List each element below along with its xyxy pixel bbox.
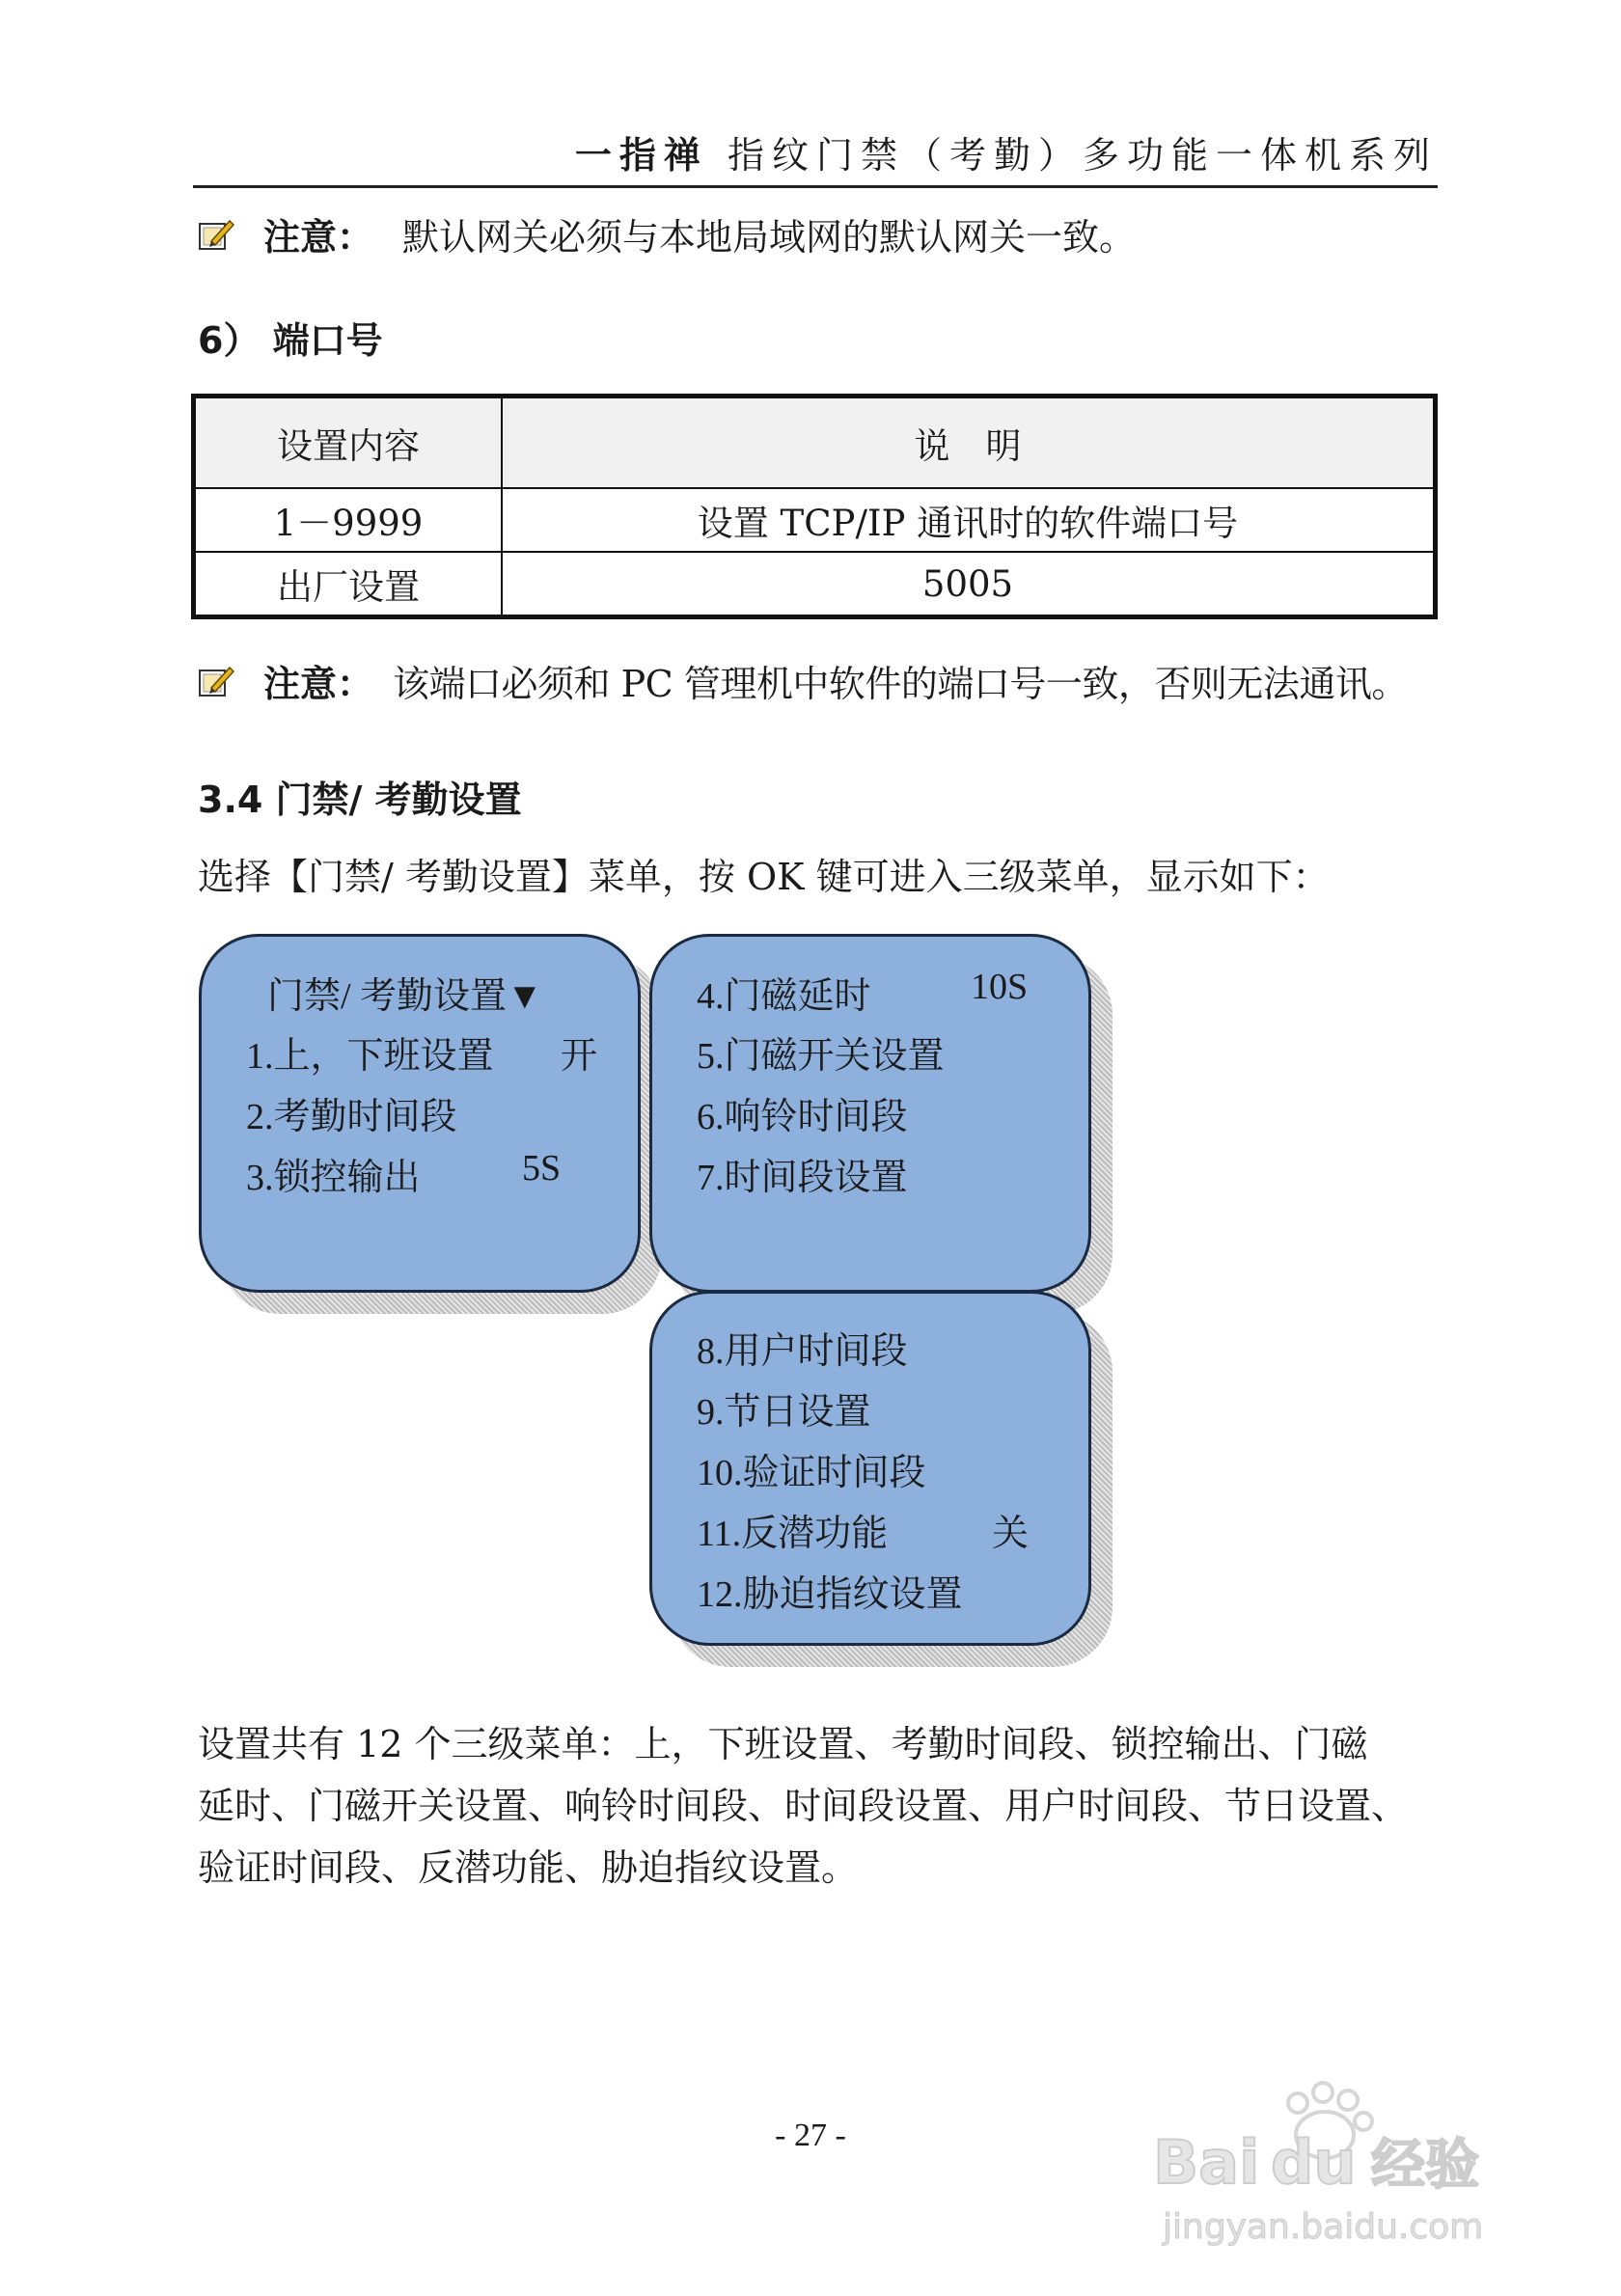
table-cell: 1－9999 <box>194 488 503 552</box>
menu-item-label: 1.上，下班设置 <box>246 1036 494 1077</box>
svg-text:jingyan.baidu.com: jingyan.baidu.com <box>1163 2207 1484 2247</box>
note-pencil-icon <box>198 216 234 253</box>
note-gateway <box>198 207 1136 260</box>
menu-item-label: 10.验证时间段 <box>697 1453 926 1493</box>
menu-panel-title: 门禁/ 考勤设置▼ <box>267 976 543 1017</box>
table-cell: 出厂设置 <box>194 552 503 617</box>
menu-item-label: 6.响铃时间段 <box>697 1097 908 1137</box>
menu-item-value: 5S <box>522 1148 562 1189</box>
page-header <box>193 125 1438 188</box>
menu-item-label: 12.胁迫指纹设置 <box>697 1574 963 1615</box>
section-heading-access: 3.4 门禁/ 考勤设置 <box>198 779 522 821</box>
menu-item-value: 开 <box>561 1036 598 1077</box>
summary-paragraph <box>198 1713 1442 1899</box>
table-row <box>194 552 1436 617</box>
summary-line: 设置共有 12 个三级菜单：上，下班设置、考勤时间段、锁控输出、门磁 <box>198 1723 1368 1765</box>
menu-item-label: 3.锁控输出 <box>246 1158 421 1198</box>
menu-item-label: 2.考勤时间段 <box>246 1097 457 1137</box>
summary-line: 延时、门磁开关设置、响铃时间段、时间段设置、用户时间段、节日设置、 <box>198 1785 1409 1827</box>
port-settings-table <box>191 394 1438 619</box>
menu-item-label: 11.反潜功能 <box>697 1514 889 1554</box>
header-title: 指纹门禁（考勤）多功能一体机系列 <box>727 134 1438 177</box>
menu-item-value: 关 <box>992 1514 1030 1554</box>
baidu-watermark <box>1153 2079 1539 2253</box>
table-cell: 5005 <box>502 552 1436 617</box>
svg-text:Bai: Bai <box>1153 2127 1260 2198</box>
note-text: 该端口必须和 PC 管理机中软件的端口号一致，否则无法通讯。 <box>393 663 1408 705</box>
intro-paragraph: 选择【门禁/ 考勤设置】菜单，按 OK 键可进入三级菜单，显示如下： <box>198 856 1330 898</box>
table-cell: 设置 TCP/IP 通讯时的软件端口号 <box>502 488 1436 552</box>
note-label: 注意： <box>263 216 374 259</box>
menu-item-label: 4.门磁延时 <box>697 976 871 1017</box>
svg-text:经验: 经验 <box>1371 2134 1479 2197</box>
table-row <box>194 488 1436 552</box>
table-header-cell: 设置内容 <box>194 396 503 489</box>
table-header-row <box>194 396 1436 489</box>
header-brand: 一指禅 <box>574 134 708 177</box>
note-pencil-icon <box>198 663 234 699</box>
menu-item-label: 9.节日设置 <box>697 1392 871 1433</box>
menu-item-label: 5.门磁开关设置 <box>697 1036 945 1077</box>
note-label: 注意： <box>263 663 374 705</box>
section-heading-port: 6） 端口号 <box>198 319 383 362</box>
menu-panel-1 <box>199 934 641 1293</box>
svg-text:du: du <box>1271 2127 1357 2198</box>
menu-panel-3 <box>649 1291 1091 1646</box>
menu-item-value: 10S <box>971 967 1029 1007</box>
table-header-cell: 说 明 <box>502 396 1436 489</box>
menu-panel-2 <box>649 934 1091 1293</box>
note-text: 默认网关必须与本地局域网的默认网关一致。 <box>402 216 1137 259</box>
summary-line: 验证时间段、反潜功能、胁迫指纹设置。 <box>198 1846 859 1889</box>
menu-item-label: 8.用户时间段 <box>697 1331 908 1372</box>
menu-item-label: 7.时间段设置 <box>697 1158 908 1198</box>
page-number: - 27 - <box>775 2118 846 2153</box>
note-port <box>198 654 1408 707</box>
